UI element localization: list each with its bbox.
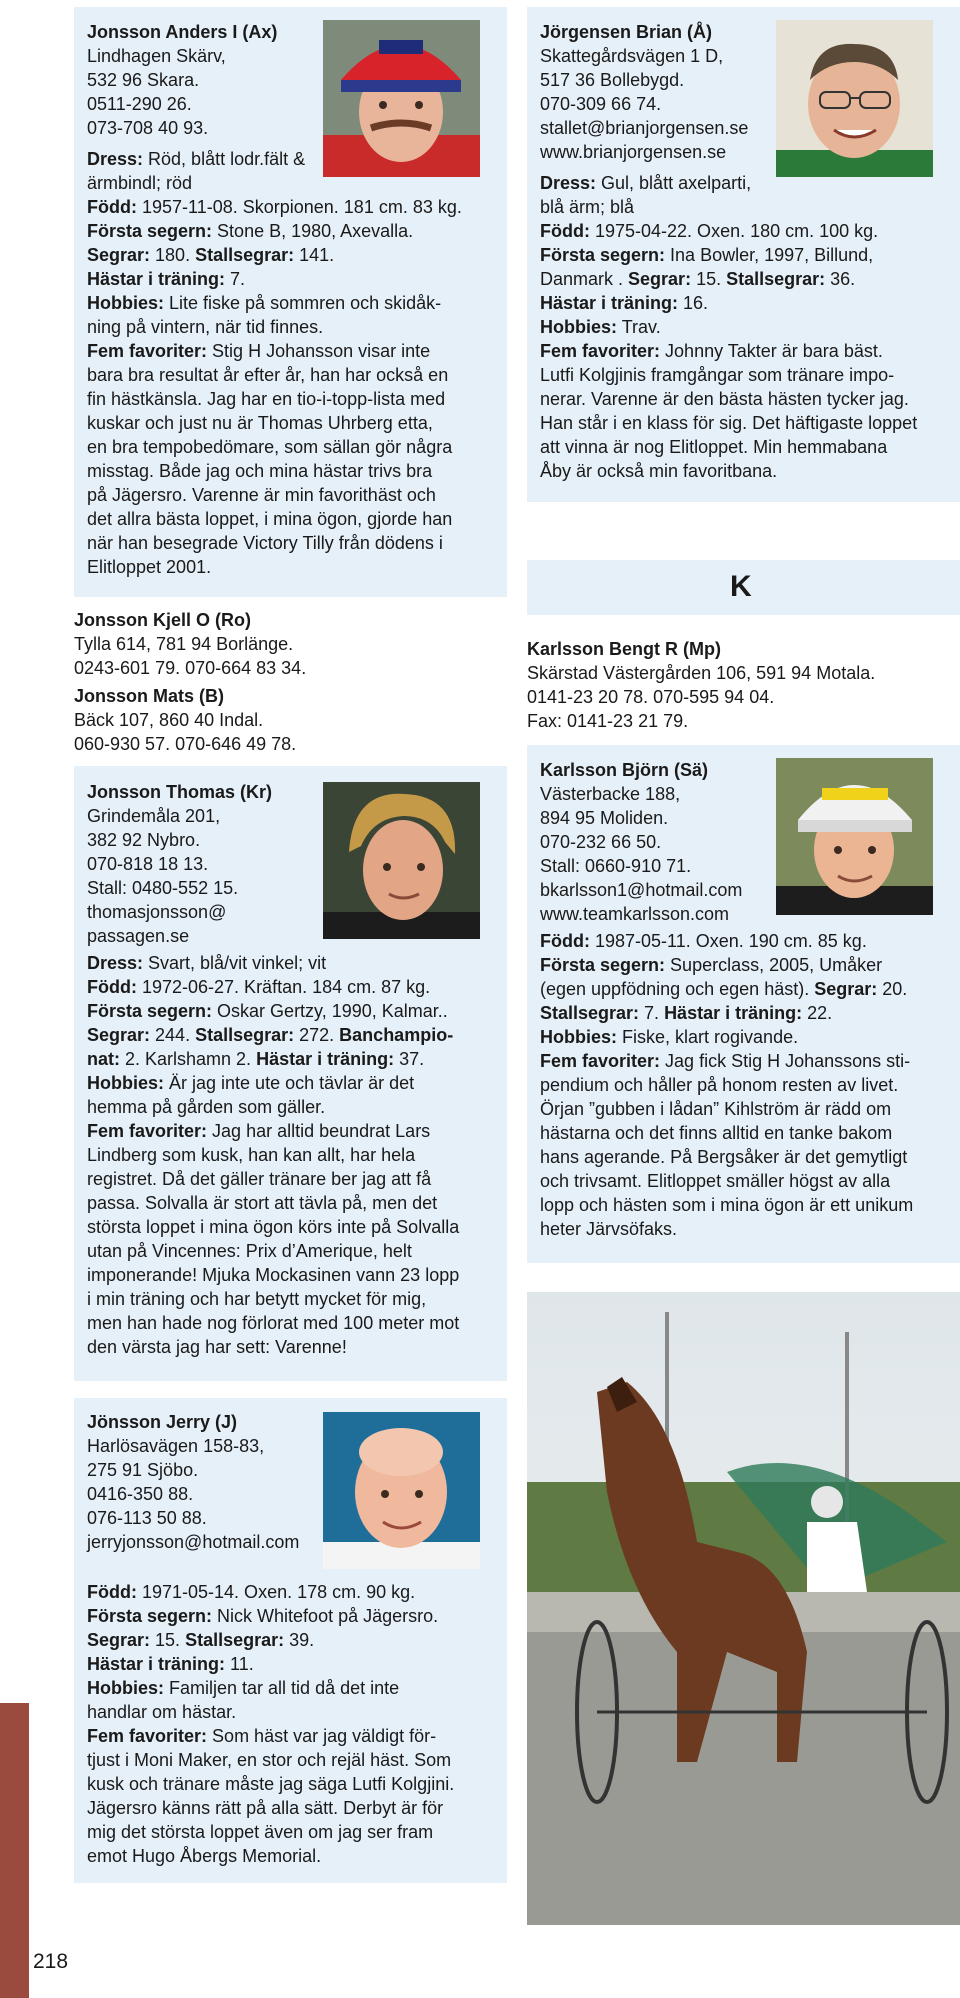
field-value: Ina Bowler, 1997, Billund, — [665, 245, 874, 265]
address-lines — [74, 632, 306, 680]
text-line: Grindemåla 201, — [87, 806, 221, 826]
field-value: tjust i Moni Maker, en stor och rejäl häst. Som — [87, 1750, 452, 1770]
field-value: Som häst var jag väldigt för- — [207, 1726, 437, 1746]
text-line: Västerbacke 188, — [540, 784, 681, 804]
harness-racing-horse-photo — [527, 1292, 960, 1925]
field-value: 141. — [294, 245, 335, 265]
page-number: 218 — [33, 1950, 69, 1973]
address-lines — [87, 1434, 454, 1554]
field-value: utan på Vincennes: Prix d’Amerique, helt — [87, 1241, 412, 1261]
field-value: att vinna är nog Elitloppet. Min hemmabana — [540, 437, 888, 457]
text-line: stallet@brianjorgensen.se — [540, 118, 749, 138]
field-value: hästarna och det finns alltid en tanke bakom — [540, 1123, 893, 1143]
entry-karlsson-bengt — [527, 637, 875, 733]
text-line — [540, 1073, 913, 1097]
field-value: mig det största loppet även om jag ser fram — [87, 1822, 434, 1842]
field-label: Född: — [87, 1582, 137, 1602]
field-label: Segrar: — [87, 1630, 151, 1650]
text-line — [87, 339, 462, 363]
text-line — [87, 291, 462, 315]
field-value: emot Hugo Åbergs Memorial. — [87, 1846, 322, 1866]
field-label: Fem favoriter: — [540, 341, 661, 361]
field-label: Stallsegrar: — [195, 1025, 295, 1045]
entry-jorgensen-brian — [540, 20, 917, 483]
address-lines — [540, 782, 913, 926]
text-line — [87, 1143, 459, 1167]
text-line — [87, 1748, 454, 1772]
field-value: Gul, blått axelparti, — [596, 173, 752, 193]
text-line — [87, 1796, 454, 1820]
text-line — [87, 1844, 454, 1868]
field-label: Fem favoriter: — [540, 1051, 661, 1071]
text-line — [540, 953, 913, 977]
text-line: thomasjonsson@ — [87, 902, 227, 922]
field-value: nerar. Varenne är den bästa hästen tycker jag. — [540, 389, 909, 409]
field-label: Hästar i träning: — [256, 1049, 395, 1069]
text-line — [540, 363, 917, 387]
field-value: 1987-05-11. Oxen. 190 cm. 85 kg. — [589, 931, 867, 951]
text-line — [540, 1169, 913, 1193]
field-value: 39. — [284, 1630, 315, 1650]
text-line: 517 36 Bollebygd. — [540, 70, 685, 90]
field-label: Hästar i träning: — [664, 1003, 803, 1023]
field-value: 7. — [639, 1003, 665, 1023]
text-line — [87, 1287, 459, 1311]
text-line — [540, 435, 917, 459]
text-line: 070-818 18 13. — [87, 854, 209, 874]
field-value: 180. — [150, 245, 196, 265]
text-line — [87, 219, 462, 243]
text-line — [540, 339, 917, 363]
text-line — [540, 243, 917, 267]
text-line: jerryjonsson@hotmail.com — [87, 1532, 300, 1552]
text-line — [87, 267, 462, 291]
field-label: Segrar: — [87, 245, 151, 265]
text-line — [87, 1628, 454, 1652]
text-line — [540, 1121, 913, 1145]
text-line — [540, 291, 917, 315]
text-line — [540, 977, 913, 1001]
field-value: misstag. Både jag och mina hästar trivs bra — [87, 461, 433, 481]
field-value: Stig H Johansson visar inte — [207, 341, 431, 361]
text-line — [87, 507, 462, 531]
text-line — [540, 387, 917, 411]
text-line — [540, 1145, 913, 1169]
field-label: Stallsegrar: — [540, 1003, 640, 1023]
field-value: Superclass, 2005, Umåker — [665, 955, 883, 975]
text-line — [87, 1676, 454, 1700]
text-line — [540, 459, 917, 483]
text-line: Skattegårdsvägen 1 D, — [540, 46, 724, 66]
text-line — [87, 1311, 459, 1335]
field-value: i min träning och har betytt mycket för mig, — [87, 1289, 427, 1309]
text-line — [87, 1772, 454, 1796]
field-value: Stone B, 1980, Axevalla. — [212, 221, 414, 241]
text-line — [87, 1263, 459, 1287]
detail-lines — [87, 1580, 454, 1868]
text-line — [540, 1001, 913, 1025]
entry-name: Jonsson Anders I (Ax) — [87, 22, 278, 42]
text-line — [87, 1652, 454, 1676]
detail-lines — [540, 171, 917, 483]
entry-jonsson-anders — [87, 20, 462, 579]
field-label: nat: — [87, 1049, 120, 1069]
field-value: Oskar Gertzy, 1990, Kalmar.. — [212, 1001, 448, 1021]
field-label: Hobbies: — [87, 293, 165, 313]
field-label: Stallsegrar: — [185, 1630, 285, 1650]
entry-name: Karlsson Björn (Sä) — [540, 760, 709, 780]
text-line — [87, 1580, 454, 1604]
text-line — [540, 1097, 913, 1121]
field-value: bara bra resultat år efter år, han har också en — [87, 365, 449, 385]
text-line — [87, 1071, 459, 1095]
field-label: Hästar i träning: — [540, 293, 679, 313]
field-value: Svart, blå/vit vinkel; vit — [143, 953, 327, 973]
text-line — [540, 171, 917, 195]
field-value: 37. — [394, 1049, 425, 1069]
text-line: Lindhagen Skärv, — [87, 46, 226, 66]
text-line — [87, 483, 462, 507]
field-label: Första segern: — [87, 1606, 213, 1626]
text-line: Stall: 0660-910 71. — [540, 856, 692, 876]
text-line — [87, 975, 459, 999]
text-line — [87, 1724, 454, 1748]
text-line — [87, 531, 462, 555]
field-label: Första segern: — [540, 245, 666, 265]
field-value: Fiske, klart rogivande. — [617, 1027, 799, 1047]
field-value: Röd, blått lodr.fält & — [143, 149, 306, 169]
text-line — [540, 315, 917, 339]
field-label: Segrar: — [87, 1025, 151, 1045]
text-line: 0243-601 79. 070-664 83 34. — [74, 658, 307, 678]
field-value: handlar om hästar. — [87, 1702, 237, 1722]
text-line — [87, 387, 462, 411]
text-line: 275 91 Sjöbo. — [87, 1460, 199, 1480]
field-value: lopp och hästen som i mina ögon är ett unikum — [540, 1195, 914, 1215]
field-value: men han hade nog förlorat med 100 meter mot — [87, 1313, 460, 1333]
entry-name: Karlsson Bengt R (Mp) — [527, 639, 722, 659]
field-label: Första segern: — [540, 955, 666, 975]
field-value: den värsta jag har sett: Varenne! — [87, 1337, 347, 1357]
text-line — [87, 1604, 454, 1628]
field-label: Banchampio- — [339, 1025, 454, 1045]
field-value: på Jägersro. Varenne är min favorithäst och — [87, 485, 436, 505]
text-line — [87, 1047, 459, 1071]
text-line — [87, 195, 462, 219]
text-line: 070-309 66 74. — [540, 94, 662, 114]
field-label: Hästar i träning: — [87, 269, 226, 289]
field-value: kusk och tränare måste jag säga Lutfi Kolgjini. — [87, 1774, 455, 1794]
field-label: Född: — [87, 197, 137, 217]
text-line — [540, 219, 917, 243]
field-value: Åby är också min favoritbana. — [540, 461, 778, 481]
field-value: 1971-05-14. Oxen. 178 cm. 90 kg. — [136, 1582, 416, 1602]
field-value: Trav. — [617, 317, 661, 337]
field-value: en bra tempobedömare, som sällan gör några — [87, 437, 453, 457]
field-value: Familjen tar all tid då det inte — [164, 1678, 400, 1698]
text-line — [87, 171, 462, 195]
field-value: 15. — [150, 1630, 186, 1650]
field-label: Fem favoriter: — [87, 1726, 208, 1746]
field-value: Lutfi Kolgjinis framgångar som tränare impo- — [540, 365, 895, 385]
text-line: Bäck 107, 860 40 Indal. — [74, 710, 264, 730]
field-value: (egen uppfödning och egen häst). — [540, 979, 815, 999]
text-line: 0141-23 20 78. 070-595 94 04. — [527, 687, 775, 707]
entry-karlsson-bjorn — [540, 758, 913, 1241]
field-value: 244. — [150, 1025, 196, 1045]
text-line — [87, 435, 462, 459]
text-line: 073-708 40 93. — [87, 118, 209, 138]
text-line — [87, 1239, 459, 1263]
field-value: 1975-04-22. Oxen. 180 cm. 100 kg. — [589, 221, 879, 241]
field-value: Är jag inte ute och tävlar är det — [164, 1073, 415, 1093]
field-value: Johnny Takter är bara bäst. — [660, 341, 883, 361]
text-line: 076-113 50 88. — [87, 1508, 207, 1528]
text-line — [540, 195, 917, 219]
field-label: Segrar: — [628, 269, 692, 289]
field-label: Dress: — [87, 953, 144, 973]
field-label: Dress: — [540, 173, 597, 193]
text-line: Tylla 614, 781 94 Borlänge. — [74, 634, 294, 654]
entry-name: Jörgensen Brian (Å) — [540, 22, 713, 42]
text-line — [540, 1217, 913, 1241]
section-letter: K — [730, 570, 752, 603]
text-line — [87, 1820, 454, 1844]
entry-jonsson-mats — [74, 684, 296, 756]
text-line — [87, 147, 462, 171]
field-value: det allra bästa loppet, i mina ögon, gjorde han — [87, 509, 453, 529]
field-value: 22. — [802, 1003, 833, 1023]
field-label: Hobbies: — [87, 1678, 165, 1698]
field-label: Hobbies: — [540, 1027, 618, 1047]
text-line: 382 92 Nybro. — [87, 830, 201, 850]
field-value: 36. — [825, 269, 856, 289]
entry-name: Jonsson Thomas (Kr) — [87, 782, 273, 802]
field-label: Född: — [540, 931, 590, 951]
text-line: www.teamkarlsson.com — [540, 904, 730, 924]
field-label: Segrar: — [814, 979, 878, 999]
field-value: kuskar och just nu är Thomas Uhrberg etta, — [87, 413, 433, 433]
address-lines — [527, 661, 875, 733]
field-value: blå ärm; blå — [540, 197, 635, 217]
field-value: Danmark . — [540, 269, 629, 289]
text-line: Skärstad Västergården 106, 591 94 Motala. — [527, 663, 876, 683]
text-line — [87, 411, 462, 435]
address-lines — [87, 44, 462, 140]
field-value: Elitloppet 2001. — [87, 557, 212, 577]
detail-lines — [87, 951, 459, 1359]
text-line — [87, 1095, 459, 1119]
address-lines — [87, 804, 459, 948]
text-line: 894 95 Moliden. — [540, 808, 669, 828]
text-line: Harlösavägen 158-83, — [87, 1436, 265, 1456]
field-value: Jag har alltid beundrat Lars — [207, 1121, 431, 1141]
field-label: Hästar i träning: — [87, 1654, 226, 1674]
detail-lines — [87, 147, 462, 579]
text-line: Stall: 0480-552 15. — [87, 878, 239, 898]
text-line — [540, 1193, 913, 1217]
field-value: heter Järvsöfaks. — [540, 1219, 678, 1239]
text-line — [540, 929, 913, 953]
field-value: 11. — [225, 1654, 254, 1674]
text-line — [87, 1023, 459, 1047]
entry-name: Jönsson Jerry (J) — [87, 1412, 238, 1432]
field-label: Hobbies: — [87, 1073, 165, 1093]
text-line — [87, 1119, 459, 1143]
field-value: Nick Whitefoot på Jägersro. — [212, 1606, 439, 1626]
field-value: Örjan ”gubben i lådan” Kihlström är rädd om — [540, 1099, 892, 1119]
field-value: Lindberg som kusk, han kan allt, har hela — [87, 1145, 416, 1165]
text-line — [540, 1049, 913, 1073]
address-lines — [74, 708, 296, 756]
field-value: största loppet i mina ögon körs inte på Solvalla — [87, 1217, 460, 1237]
field-value: ning på vintern, när tid finnes. — [87, 317, 324, 337]
text-line — [540, 1025, 913, 1049]
field-value: Jägersro känns rätt på alla sätt. Derbyt är för — [87, 1798, 444, 1818]
field-value: registret. Då det gäller tränare ber jag att få — [87, 1169, 432, 1189]
detail-lines — [540, 929, 913, 1241]
field-value: passa. Solvalla är stort att tävla på, men det — [87, 1193, 438, 1213]
field-value: imponerande! Mjuka Mockasinen vann 23 lopp — [87, 1265, 460, 1285]
field-value: 1957-11-08. Skorpionen. 181 cm. 83 kg. — [136, 197, 462, 217]
field-value: 2. Karlshamn 2. — [120, 1049, 257, 1069]
text-line: 070-232 66 50. — [540, 832, 662, 852]
field-value: fin hästkänsla. Jag har en tio-i-topp-lista med — [87, 389, 446, 409]
field-value: ärmbindl; röd — [87, 173, 193, 193]
text-line: passagen.se — [87, 926, 190, 946]
text-line: 532 96 Skara. — [87, 70, 200, 90]
text-line — [87, 459, 462, 483]
text-line — [87, 1167, 459, 1191]
text-line: Fax: 0141-23 21 79. — [527, 711, 689, 731]
field-value: och trivsamt. Elitloppet smäller högst av alla — [540, 1171, 891, 1191]
field-value: hans agerande. På Bergsåker är det gemytligt — [540, 1147, 908, 1167]
page-edge-tab — [0, 1703, 29, 1998]
field-label: Fem favoriter: — [87, 341, 208, 361]
entry-name: Jonsson Mats (B) — [74, 686, 225, 706]
text-line — [87, 243, 462, 267]
text-line — [540, 267, 917, 291]
field-value: 20. — [877, 979, 908, 999]
field-value: 16. — [678, 293, 709, 313]
text-line — [87, 951, 459, 975]
field-label: Stallsegrar: — [195, 245, 295, 265]
text-line: bkarlsson1@hotmail.com — [540, 880, 743, 900]
entry-name: Jonsson Kjell O (Ro) — [74, 610, 252, 630]
field-value: när han besegrade Victory Tilly från dödens i — [87, 533, 443, 553]
field-label: Första segern: — [87, 221, 213, 241]
entry-jonsson-kjell — [74, 608, 306, 680]
text-line — [87, 1215, 459, 1239]
text-line: 060-930 57. 070-646 49 78. — [74, 734, 297, 754]
field-value: 1972-06-27. Kräftan. 184 cm. 87 kg. — [136, 977, 431, 997]
text-line — [87, 363, 462, 387]
text-line — [87, 1191, 459, 1215]
address-lines — [540, 44, 917, 164]
field-label: Född: — [87, 977, 137, 997]
field-label: Född: — [540, 221, 590, 241]
field-label: Första segern: — [87, 1001, 213, 1021]
text-line — [87, 1335, 459, 1359]
field-label: Dress: — [87, 149, 144, 169]
field-value: pendium och håller på honom resten av livet. — [540, 1075, 899, 1095]
text-line: 0416-350 88. — [87, 1484, 194, 1504]
text-line — [87, 555, 462, 579]
field-value: Lite fiske på sommren och skidåk- — [164, 293, 442, 313]
field-label: Hobbies: — [540, 317, 618, 337]
text-line — [87, 315, 462, 339]
field-value: Jag fick Stig H Johanssons sti- — [660, 1051, 911, 1071]
field-label: Stallsegrar: — [726, 269, 826, 289]
text-line — [87, 999, 459, 1023]
text-line: www.brianjorgensen.se — [540, 142, 727, 162]
field-label: Fem favoriter: — [87, 1121, 208, 1141]
field-value: 15. — [691, 269, 727, 289]
entry-jonsson-thomas — [87, 780, 459, 1359]
text-line — [540, 411, 917, 435]
text-line: 0511-290 26. — [87, 94, 192, 114]
field-value: Han står i en klass för sig. Det häftigaste loppet — [540, 413, 918, 433]
field-value: 7. — [225, 269, 246, 289]
field-value: hemma på gården som gäller. — [87, 1097, 326, 1117]
entry-jonsson-jerry — [87, 1410, 454, 1868]
text-line — [87, 1700, 454, 1724]
field-value: 272. — [294, 1025, 340, 1045]
